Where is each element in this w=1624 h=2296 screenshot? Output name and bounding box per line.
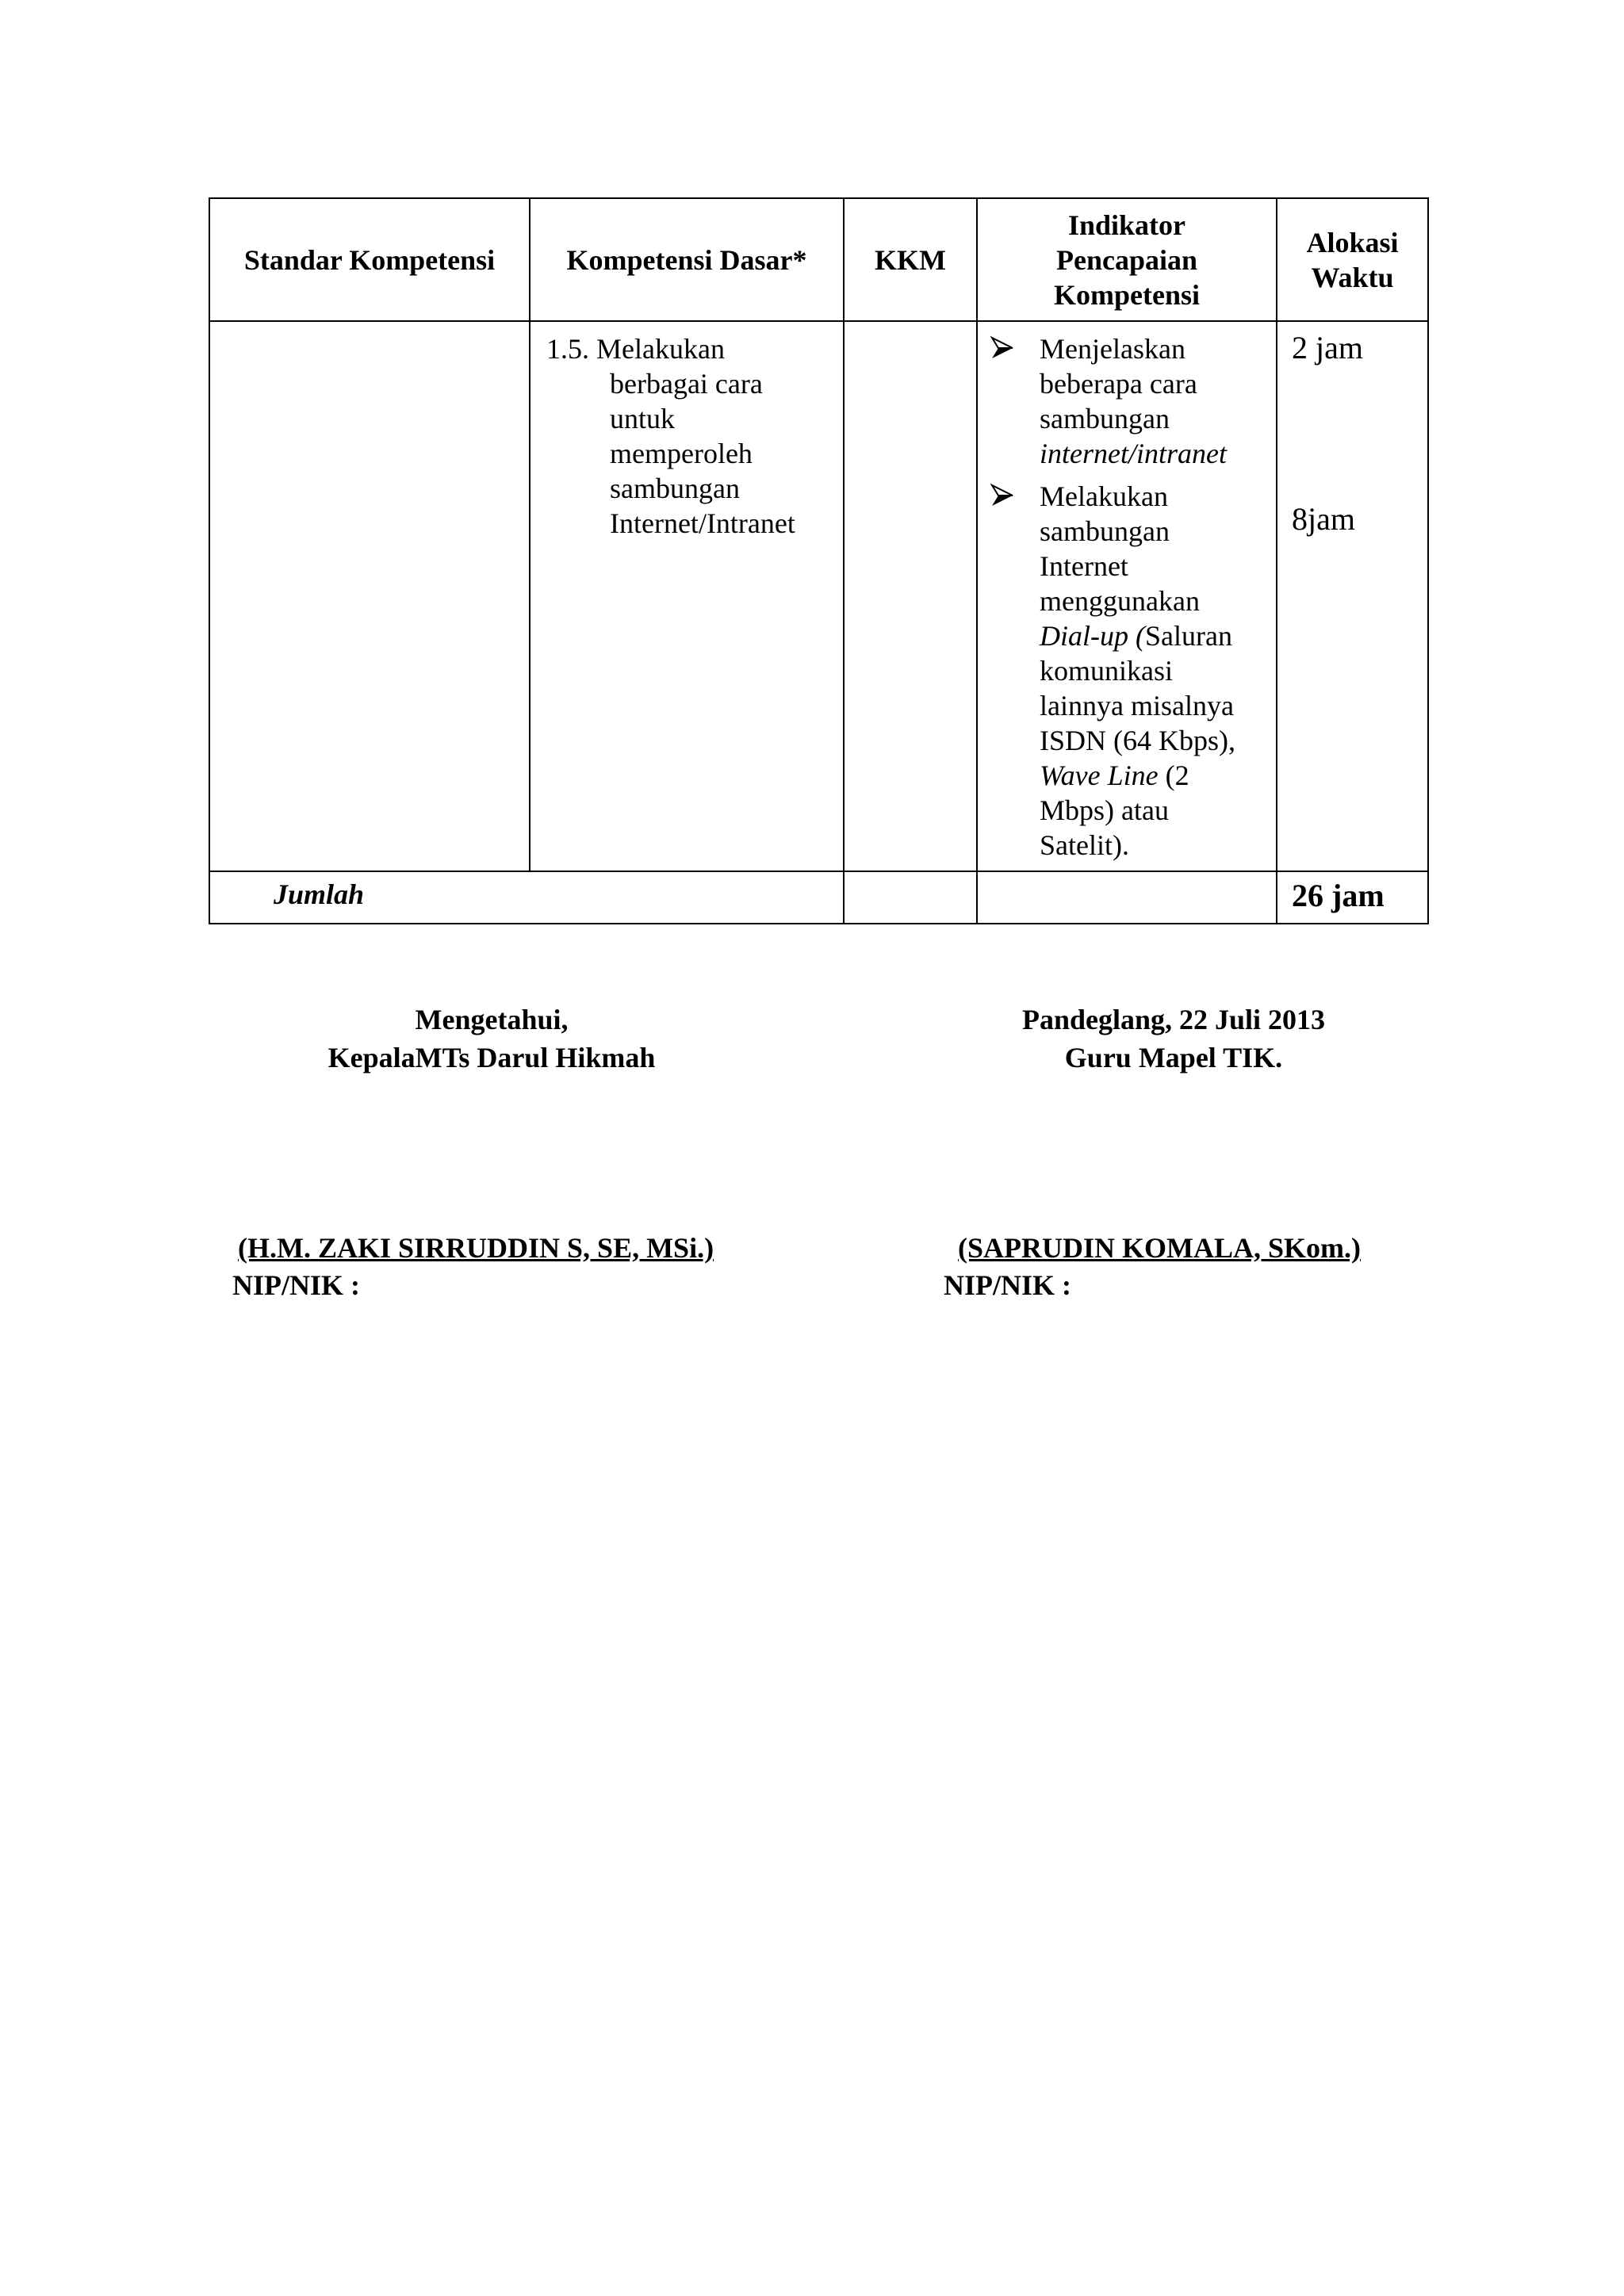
kd-line: sambungan (610, 473, 740, 504)
alokasi-value: 8jam (1292, 501, 1355, 537)
cell-indikator (977, 321, 1277, 871)
indicator-italic-text: Dial-up ( (1040, 620, 1145, 652)
cell-standar-kompetensi (209, 321, 530, 871)
jumlah-kkm-cell (844, 871, 977, 924)
signature-left-line1: Mengetahui, (415, 1004, 569, 1035)
indicator-line: internet/intranet (1040, 438, 1227, 469)
indicator-item (990, 479, 1270, 863)
table-row (209, 321, 1428, 871)
table-total-row (209, 871, 1428, 924)
indicator-item (990, 331, 1270, 471)
header-indikator-line: Kompetensi (1054, 278, 1200, 311)
indicator-text-rest: (2 (1158, 760, 1189, 791)
indicator-text-rest: Saluran (1144, 620, 1232, 652)
header-alokasi-line: Alokasi (1306, 226, 1399, 258)
indicator-text (1040, 479, 1235, 863)
indicator-line: lainnya misalnya (1040, 690, 1234, 721)
indicator-line: sambungan (1040, 403, 1170, 434)
indicator-line: Mbps) atau (1040, 794, 1169, 826)
indicator-line: Melakukan (1040, 480, 1168, 512)
kd-line: memperoleh (610, 438, 753, 469)
indicator-line: sambungan (1040, 515, 1170, 547)
signature-left-heading (285, 1001, 698, 1077)
signature-left-line2: KepalaMTs Darul Hikmah (327, 1042, 656, 1073)
signature-right-line2: Guru Mapel TIK. (1064, 1042, 1283, 1073)
kd-line: berbagai cara (610, 368, 763, 400)
indicator-italic-text: Wave Line (1040, 760, 1159, 791)
signature-right-name: (SAPRUDIN KOMALA, SKom.) (958, 1232, 1361, 1264)
header-alokasi-waktu (1277, 198, 1428, 321)
jumlah-total: 26 jam (1277, 871, 1428, 924)
jumlah-label: Jumlah (209, 871, 844, 924)
arrow-bullet-icon (990, 479, 1040, 863)
cell-alokasi-waktu (1277, 321, 1428, 871)
indicator-line: ISDN (64 Kbps), (1040, 725, 1235, 756)
indicator-text (1040, 331, 1227, 471)
kd-line: untuk (610, 403, 676, 434)
header-alokasi-line: Waktu (1311, 261, 1394, 293)
indicator-line: Satelit). (1040, 829, 1129, 861)
indicator-line: beberapa cara (1040, 368, 1197, 400)
jumlah-indikator-cell (977, 871, 1277, 924)
indicator-line: Internet (1040, 550, 1128, 582)
header-indikator-line: Pencapaian (1055, 243, 1197, 276)
signature-right-nip: NIP/NIK : (944, 1269, 1071, 1301)
header-kkm: KKM (844, 198, 977, 321)
kd-line: Internet/Intranet (610, 507, 795, 539)
signature-left-name: (H.M. ZAKI SIRRUDDIN S, SE, MSi.) (238, 1232, 714, 1264)
indicator-line: Menjelaskan (1040, 333, 1185, 365)
arrow-bullet-icon (990, 331, 1040, 471)
signature-left-nip: NIP/NIK : (232, 1269, 360, 1301)
signature-right-heading (967, 1001, 1380, 1077)
alokasi-value: 2 jam (1292, 330, 1363, 365)
cell-kompetensi-dasar (530, 321, 844, 871)
indicator-line: komunikasi (1040, 655, 1173, 687)
indicator-line (1040, 618, 1235, 653)
header-kompetensi-dasar: Kompetensi Dasar* (530, 198, 844, 321)
header-standar-kompetensi: Standar Kompetensi (209, 198, 530, 321)
competency-table (209, 197, 1429, 924)
indicator-line (1040, 758, 1235, 793)
indicator-line: menggunakan (1040, 585, 1200, 617)
header-indikator (977, 198, 1277, 321)
kd-number-line: 1.5. Melakukan (546, 333, 725, 365)
table-header-row (209, 198, 1428, 321)
cell-kkm (844, 321, 977, 871)
signature-right-line1: Pandeglang, 22 Juli 2013 (1021, 1004, 1326, 1035)
header-indikator-line: Indikator (1067, 209, 1186, 241)
